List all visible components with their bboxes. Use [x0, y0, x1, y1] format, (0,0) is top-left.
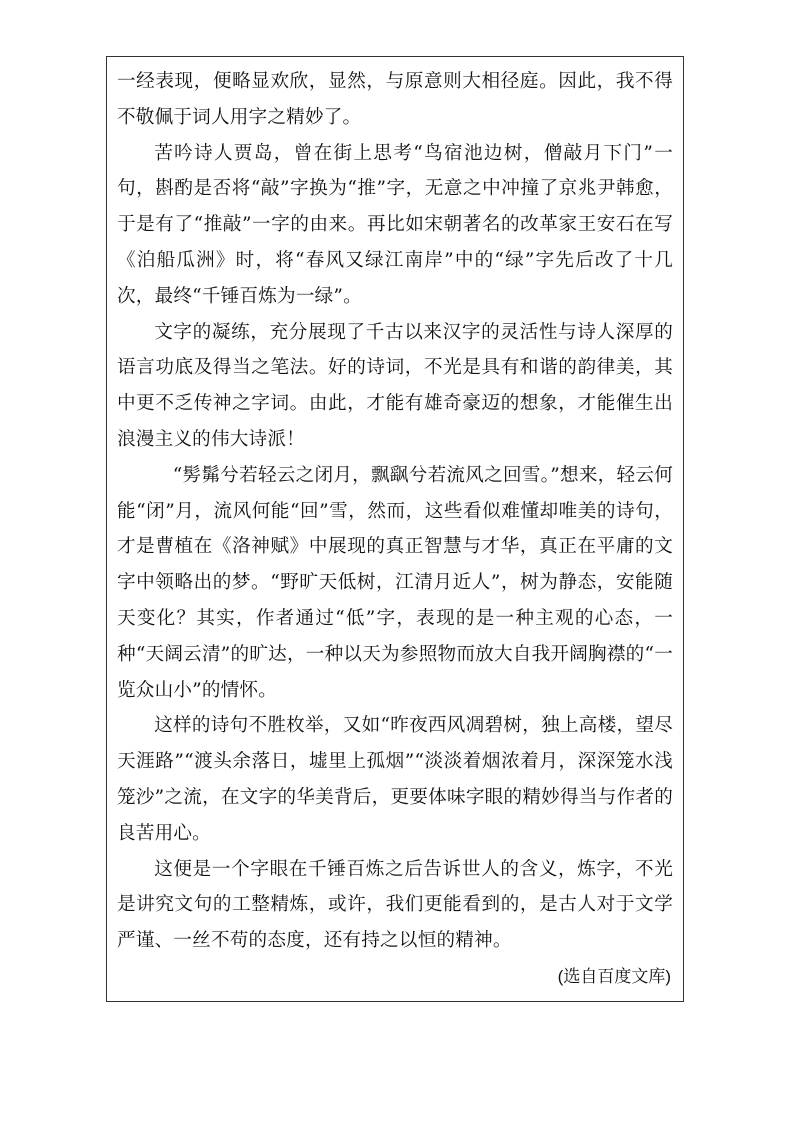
- paragraph-3: 文字的凝练，充分展现了千古以来汉字的灵活性与诗人深厚的语言功底及得当之笔法。好的诗词，不光是具有和谐的韵律美，其中更不乏传神之字词。由此，才能有雄奇豪迈的想象，才能催生出浪漫主义的伟大诗派！: [117, 321, 673, 450]
- article-box: [106, 56, 684, 1002]
- paragraph-5: 这样的诗句不胜枚举，又如“昨夜西风凋碧树，独上高楼，望尽天涯路”“渡头余落日，墟里上孤烟”“淡淡着烟浓着月，深深笼水浅笼沙”之流，在文字的华美背后，更要体味字眼的精妙得当与作者的良苦用心。: [117, 715, 673, 844]
- paragraph-6: 这便是一个字眼在千锤百炼之后告诉世人的含义，炼字，不光是讲究文句的工整精炼，或许，我们更能看到的，是古人对于文学严谨、一丝不苟的态度，还有持之以恒的精神。: [117, 858, 673, 952]
- source-citation: (选自百度文库): [557, 966, 671, 986]
- paragraph-4: “髣髴兮若轻云之闭月，飘飖兮若流风之回雪。”想来，轻云何能“闭”月，流风何能“回”雪，然而，这些看似难懂却唯美的诗句，才是曹植在《洛神赋》中展现的真正智慧与才华，真正在平庸的文字中领略出的梦。“野旷天低树，江清月近人”，树为静态，安能随天变化？其实，作者通过“低”字，表现的是一种主观的心态，一种“天阔云清”的旷达，一种以天为参照物而放大自我开阔胸襟的“一览众山小”的情怀。: [117, 464, 673, 701]
- paragraph-2: 苦吟诗人贾岛，曾在街上思考“鸟宿池边树，僧敲月下门”一句，斟酌是否将“敲”字换为“推”字，无意之中冲撞了京兆尹韩愈，于是有了“推敲”一字的由来。再比如宋朝著名的改革家王安石在写《泊船瓜洲》时，将“春风又绿江南岸”中的“绿”字先后改了十几次，最终“千锤百炼为一绿”。: [117, 142, 673, 307]
- paragraph-1: 一经表现，便略显欢欣，显然，与原意则大相径庭。因此，我不得不敬佩于词人用字之精妙了。: [117, 71, 673, 128]
